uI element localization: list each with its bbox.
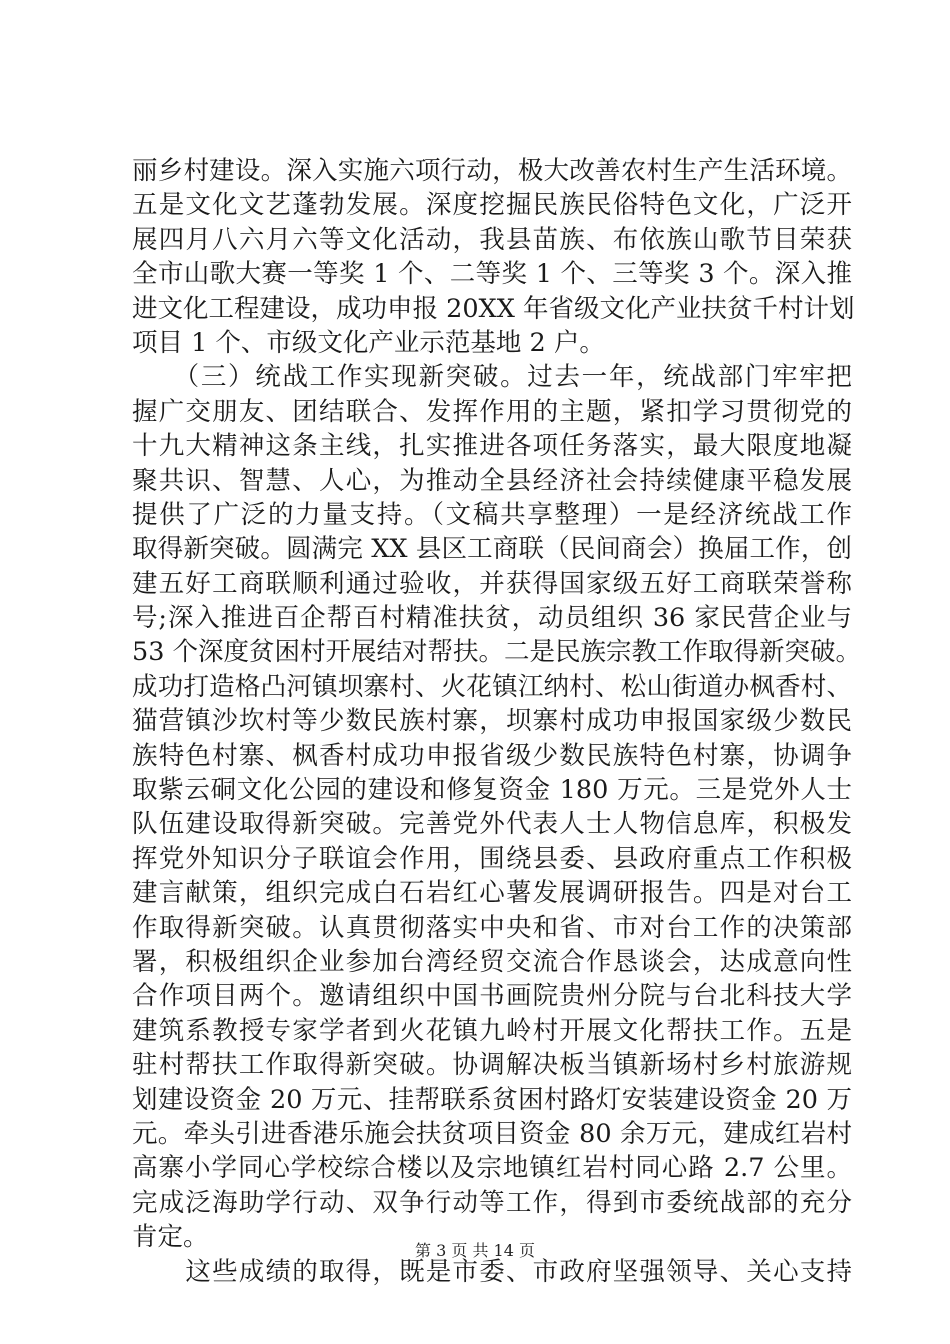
text-line: 建五好工商联顺利通过验收，并获得国家级五好工商联荣誉称 xyxy=(132,568,852,599)
text-line: 进文化工程建设，成功申报 20XX 年省级文化产业扶贫千村计划 xyxy=(132,293,855,324)
text-line: 丽乡村建设。深入实施六项行动，极大改善农村生产生活环境。 xyxy=(132,156,852,186)
text-line: 握广交朋友、团结联合、发挥作用的主题，紧扣学习贯彻党的 xyxy=(132,396,852,427)
text-line: 十九大精神这条主线，扎实推进各项任务落实，最大限度地凝 xyxy=(132,431,852,462)
text-line: 划建设资金 20 万元、挂帮联系贫困村路灯安装建设资金 20 万 xyxy=(132,1084,852,1115)
text-line: 建言献策，组织完成白石岩红心薯发展调研报告。四是对台工 xyxy=(132,878,852,909)
body-text xyxy=(132,154,862,1289)
text-line: 建筑系教授专家学者到火花镇九岭村开展文化帮扶工作。五是 xyxy=(132,1015,852,1046)
text-line: 全市山歌大赛一等奖 1 个、二等奖 1 个、三等奖 3 个。深入推 xyxy=(132,259,852,290)
text-line: （三）统战工作实现新突破。过去一年，统战部门牢牢把 xyxy=(132,362,852,393)
text-line: 高寨小学同心学校综合楼以及宗地镇红岩村同心路 2.7 公里。 xyxy=(132,1153,852,1184)
text-line: 取紫云硐文化公园的建设和修复资金 180 万元。三是党外人士 xyxy=(132,775,852,806)
text-line: 五是文化文艺蓬勃发展。深度挖掘民族民俗特色文化，广泛开 xyxy=(132,190,852,221)
text-line: 提供了广泛的力量支持。（文稿共享整理）一是经济统战工作 xyxy=(132,499,852,530)
text-line: 猫营镇沙坎村等少数民族村寨，坝寨村成功申报国家级少数民 xyxy=(132,706,852,737)
text-line: 队伍建设取得新突破。完善党外代表人士人物信息库，积极发 xyxy=(132,809,852,840)
text-line: 署，积极组织企业参加台湾经贸交流合作恳谈会，达成意向性 xyxy=(132,946,852,977)
text-line: 这些成绩的取得，既是市委、市政府坚强领导、关心支持 xyxy=(132,1256,852,1287)
text-line: 合作项目两个。邀请组织中国书画院贵州分院与台北科技大学 xyxy=(132,981,852,1012)
text-line: 号;深入推进百企帮百村精准扶贫，动员组织 36 家民营企业与 xyxy=(132,603,852,634)
text-line: 族特色村寨、枫香村成功申报省级少数民族特色村寨，协调争 xyxy=(132,740,852,771)
text-line: 展四月八六月六等文化活动，我县苗族、布依族山歌节目荣获 xyxy=(132,224,852,255)
text-line: 成功打造格凸河镇坝寨村、火花镇江纳村、松山街道办枫香村、 xyxy=(132,671,852,702)
text-line: 项目 1 个、市级文化产业示范基地 2 户。 xyxy=(132,327,605,358)
page-footer: 第 3 页 共 14 页 xyxy=(415,1241,535,1260)
text-line: 元。牵头引进香港乐施会扶贫项目资金 80 余万元，建成红岩村 xyxy=(132,1118,852,1149)
text-line: 完成泛海助学行动、双争行动等工作，得到市委统战部的充分 xyxy=(132,1187,852,1218)
text-line: 挥党外知识分子联谊会作用，围绕县委、县政府重点工作积极 xyxy=(132,843,852,874)
text-line: 作取得新突破。认真贯彻落实中央和省、市对台工作的决策部 xyxy=(132,912,852,943)
text-line: 聚共识、智慧、人心，为推动全县经济社会持续健康平稳发展 xyxy=(132,465,852,496)
text-line: 驻村帮扶工作取得新突破。协调解决板当镇新场村乡村旅游规 xyxy=(132,1050,852,1081)
text-line: 取得新突破。圆满完 XX 县区工商联（民间商会）换届工作，创 xyxy=(132,534,852,565)
text-line: 53 个深度贫困村开展结对帮扶。二是民族宗教工作取得新突破。 xyxy=(132,637,862,668)
text-line: 肯定。 xyxy=(132,1222,209,1253)
